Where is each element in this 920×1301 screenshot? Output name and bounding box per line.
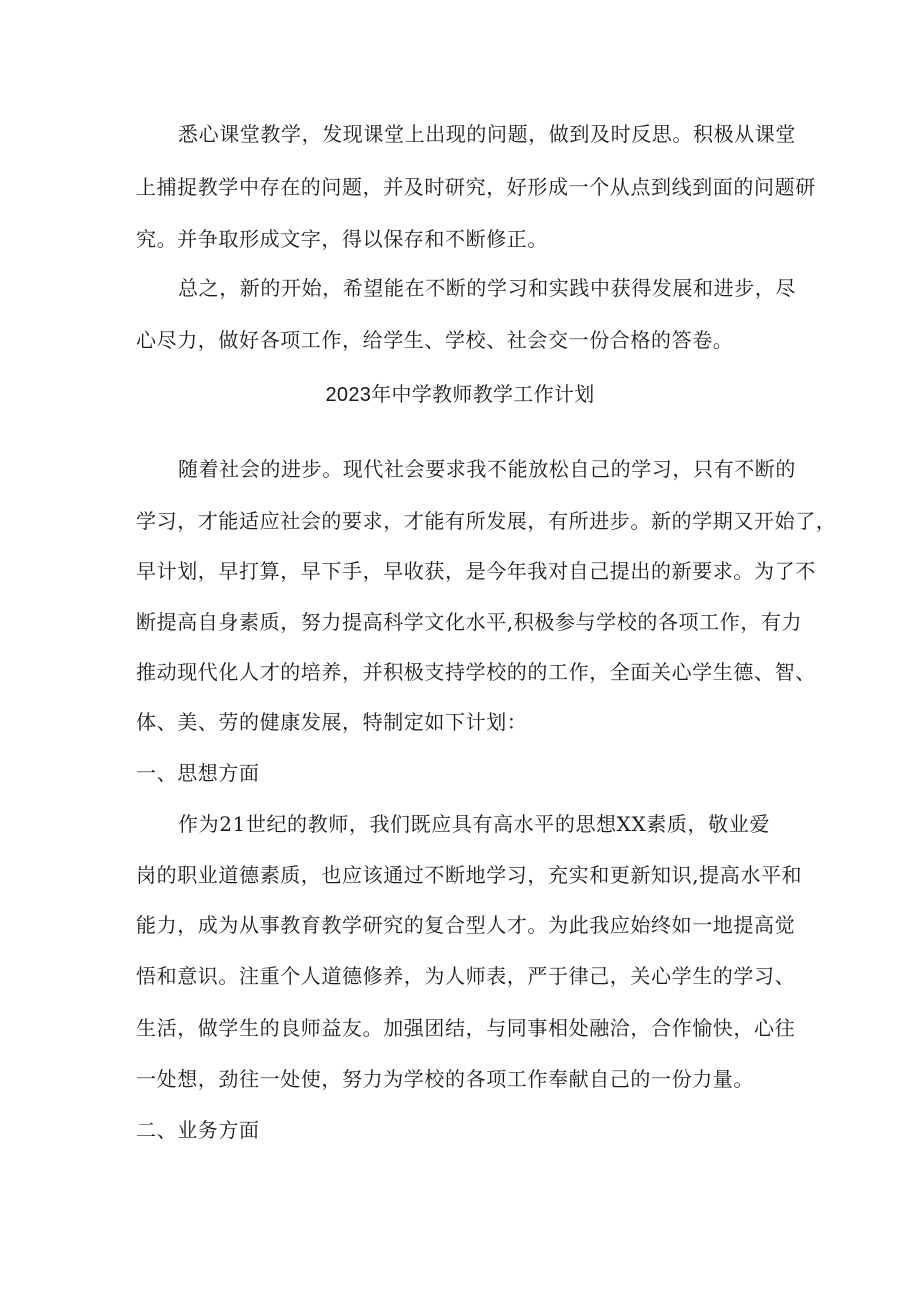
conclusion-line-1: 总之，新的开始，希望能在不断的学习和实践中获得发展和进步，尽 bbox=[178, 276, 796, 300]
para1-line-4: 断提高自身素质，努力提高科学文化水平,积极参与学校的各项工作，有力 bbox=[136, 610, 803, 634]
para1-line-2: 学习，才能适应社会的要求，才能有所发展，有所进步。新的学期又开始了， bbox=[136, 509, 837, 533]
para1-line-6: 体、美、劳的健康发展，特制定如下计划： bbox=[136, 710, 528, 734]
intro-line-1: 悉心课堂教学，发现课堂上出现的问题，做到及时反思。积极从课堂 bbox=[178, 122, 796, 146]
para2-line-3: 能力，成为从事教育教学研究的复合型人才。为此我应始终如一地提高觉 bbox=[136, 913, 796, 937]
para2-line-5: 生活，做学生的良师益友。加强团结，与同事相处融洽，合作愉快，心往 bbox=[136, 1016, 796, 1040]
para1-line-3: 早计划，早打算，早下手，早收获，是今年我对自己提出的新要求。为了不 bbox=[136, 559, 816, 583]
para1-line-1: 随着社会的进步。现代社会要求我不能放松自己的学习，只有不断的 bbox=[178, 457, 796, 481]
para2-line-6: 一处想，劲往一处使，努力为学校的各项工作奉献自己的一份力量。 bbox=[136, 1067, 754, 1091]
para2-line-2: 岗的职业道德素质，也应该通过不断地学习，充实和更新知识,提高水平和 bbox=[136, 863, 803, 887]
conclusion-line-2: 心尽力，做好各项工作，给学生、学校、社会交一份合格的答卷。 bbox=[136, 328, 734, 352]
section-heading-business: 二、业务方面 bbox=[136, 1118, 260, 1142]
intro-line-3: 究。并争取形成文字，得以保存和不断修正。 bbox=[136, 227, 548, 251]
intro-line-2: 上捕捉教学中存在的问题，并及时研究，好形成一个从点到线到面的问题研 bbox=[136, 175, 816, 199]
para2-line-1: 作为21世纪的教师，我们既应具有高水平的思想XX素质，敬业爱 bbox=[178, 812, 770, 836]
para2-line-4: 悟和意识。注重个人道德修养，为人师表，严于律己，关心学生的学习、 bbox=[136, 964, 796, 988]
document-title: 2023年中学教师教学工作计划 bbox=[325, 384, 595, 406]
para1-line-5: 推动现代化人才的培养，并积极支持学校的的工作，全面关心学生德、智、 bbox=[136, 660, 816, 684]
section-heading-thought: 一、思想方面 bbox=[136, 761, 260, 785]
